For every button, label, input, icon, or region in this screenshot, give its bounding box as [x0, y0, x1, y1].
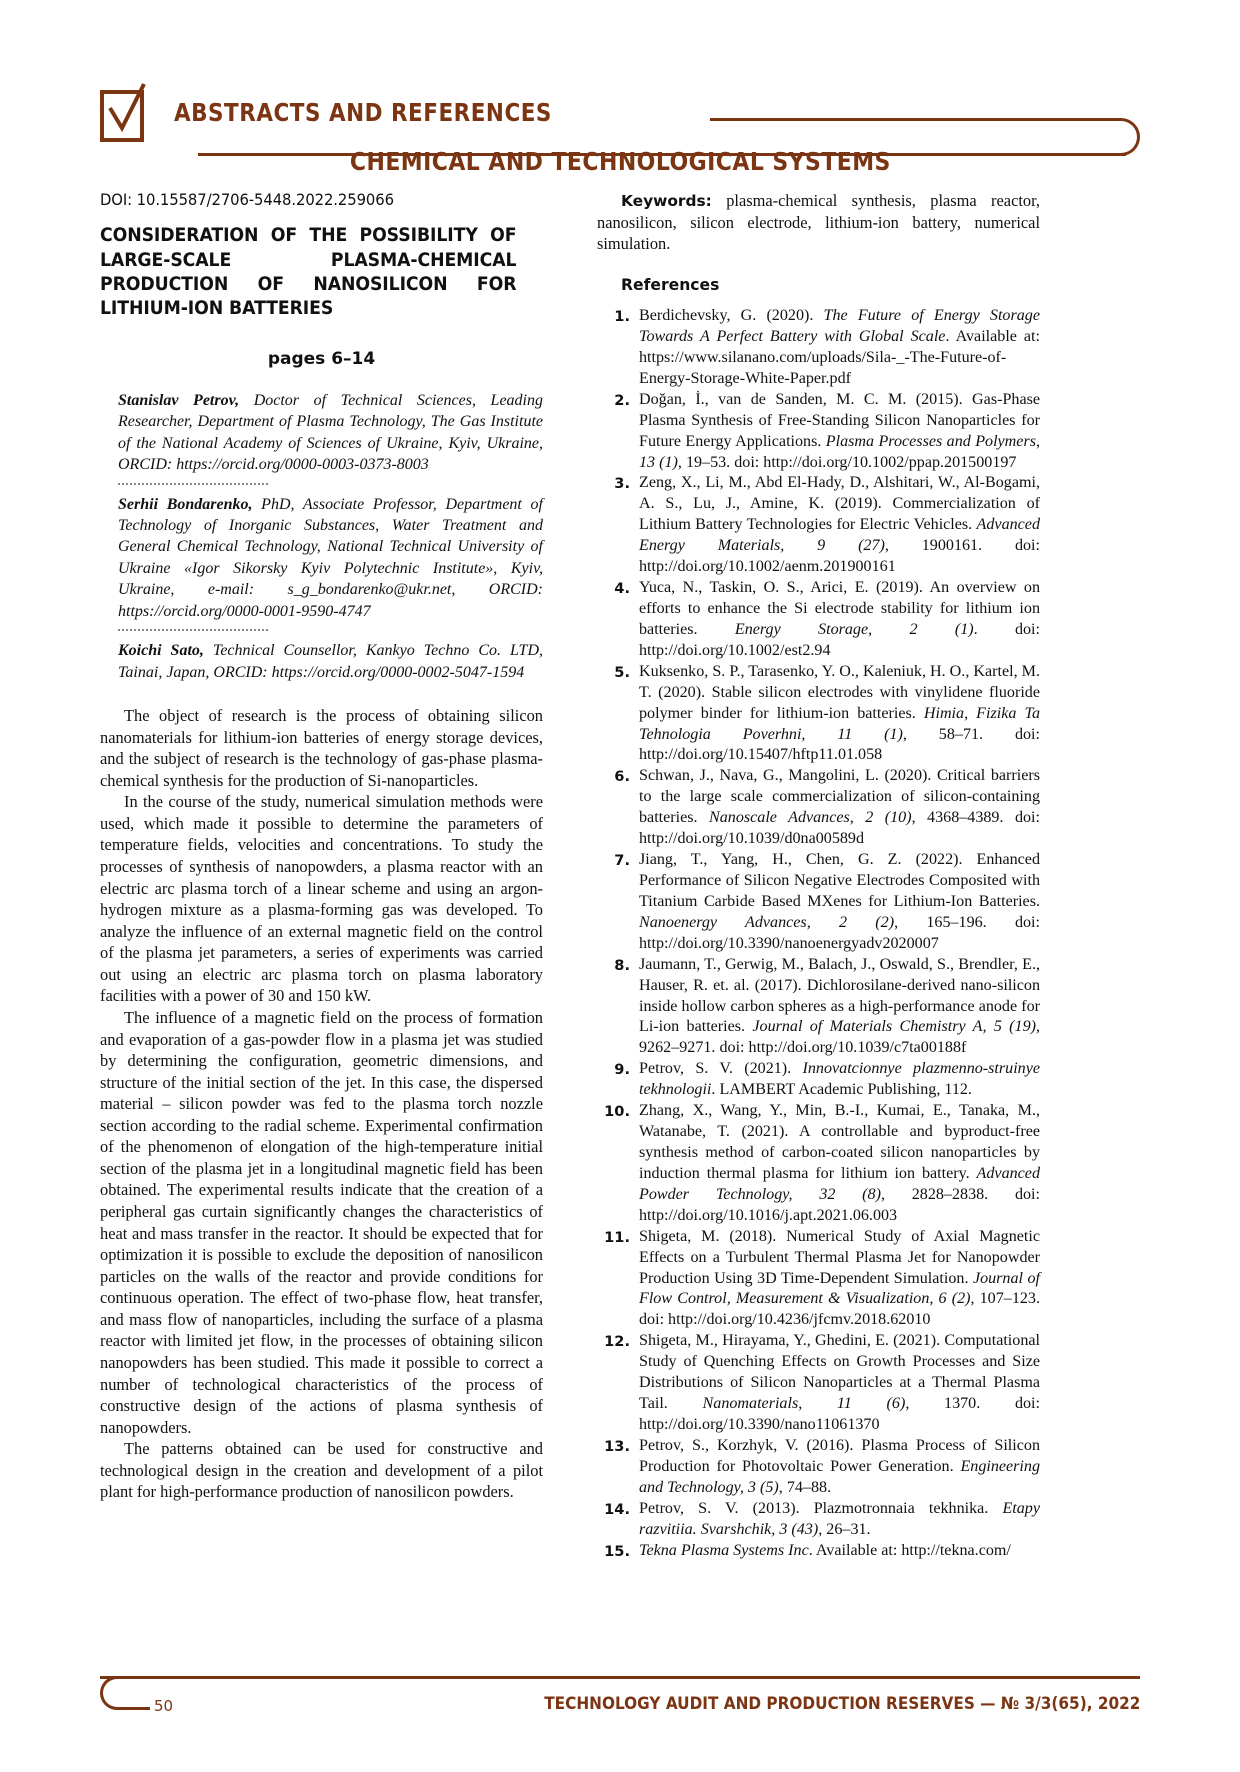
reference-authors-title: Petrov, S., Korzhyk, V. (2016). Plasma Process of Silicon Production for Photovoltaic Power Generation. — [639, 1436, 1040, 1475]
author-separator — [118, 629, 268, 631]
reference-item — [597, 1227, 1040, 1332]
reference-locator: . LAMBERT Academic Publishing, 112. — [711, 1081, 972, 1099]
keywords-block — [597, 190, 1040, 255]
masthead — [100, 88, 1140, 148]
author-affiliation: PhD, Associate Professor, Department of Technology of Inorganic Substances, Water Treatment and General Chemical Technology, National Technical University of Ukraine «Igor Sikorsky Kyiv Polytechnic Institute», Kyiv, Ukraine, e-mail: s_g_bondarenko@ukr.net, ORCID: https://orcid.org/0000-0001-9590-4747 — [118, 495, 544, 620]
reference-source: Journal of Flow Control, Measurement & Visualization, 6 (2) — [639, 1269, 1040, 1308]
reference-authors-title: Doğan, İ., van de Sanden, M. C. M. (2015). Gas-Phase Plasma Synthesis of Free-Standing Silicon Nanoparticles for Future Energy Applications. — [639, 390, 1040, 450]
reference-source: Engineering and Technology, 3 (5) — [639, 1457, 1040, 1496]
author-affiliation: Doctor of Technical Sciences, Leading Researcher, Department of Plasma Technology, The Gas Institute of the National Academy of Sciences of Ukraine, Kyiv, Ukraine, ORCID: https://orcid.org/0000-0003-0373-8003 — [118, 391, 543, 474]
keywords-text: plasma-chemical synthesis, plasma reactor, nanosilicon, silicon electrode, lithium-ion battery, numerical simulation. — [597, 191, 1040, 254]
footer-rule-tail — [118, 1707, 150, 1710]
reference-item — [597, 1101, 1040, 1227]
doi-line: DOI: 10.15587/2706-5448.2022.259066 — [100, 191, 394, 209]
right-column — [597, 190, 1040, 1561]
author-entry — [118, 390, 543, 476]
reference-source: Himia, Fizika Ta Tehnologia Poverhni, 11 (1) — [639, 704, 1040, 743]
left-column — [100, 190, 543, 1503]
references-heading: References — [621, 275, 720, 294]
reference-locator: . Available at: http://tekna.com/ — [808, 1541, 1011, 1559]
reference-source: Advanced Powder Technology, 32 (8) — [639, 1164, 1040, 1203]
reference-source: Energy Storage, 2 (1) — [734, 620, 974, 638]
reference-authors-title: Shigeta, M., Hirayama, Y., Ghedini, E. (2021). Computational Study of Quenching Effects on Growth Processes and Size Distributions of Silicon Nanoparticles at a Thermal Plasma Tail. — [639, 1332, 1040, 1413]
abstract-paragraph: The object of research is the process of obtaining silicon nanomaterials for lithium-ion batteries of energy storage devices, and the subject of research is the technology of gas-phase plasma-chemical synthesis for the production of Si-nanoparticles. — [100, 706, 543, 790]
reference-item — [597, 578, 1040, 662]
reference-locator: , 58–71. doi: http://doi.org/10.15407/hftp11.01.058 — [639, 725, 1040, 764]
reference-locator: , 74–88. — [778, 1478, 832, 1496]
reference-locator: , 19–53. doi: http://doi.org/10.1002/ppap.201500197 — [677, 453, 1017, 471]
reference-item — [597, 1059, 1040, 1101]
reference-source: Nanoenergy Advances, 2 (2) — [639, 913, 895, 931]
reference-source: Journal of Materials Chemistry A, 5 (19) — [752, 1018, 1036, 1036]
author-name: Stanislav Petrov, — [118, 391, 240, 409]
reference-source: Plasma Processes and Polymers, 13 (1) — [639, 432, 1040, 471]
reference-source: Nanoscale Advances, 2 (10) — [709, 809, 912, 827]
reference-locator: , 107–123. doi: http://doi.org/10.4236/jfcmv.2018.62010 — [639, 1290, 1040, 1329]
author-entry — [118, 640, 543, 683]
reference-locator: , 9262–9271. doi: http://doi.org/10.1039/c7ta00188f — [639, 1018, 1041, 1057]
reference-item — [597, 1331, 1040, 1436]
reference-item — [597, 662, 1040, 767]
reference-item — [597, 850, 1040, 955]
reference-authors-title: Jaumann, T., Gerwig, M., Balach, J., Oswald, S., Brendler, E., Hauser, R. et. al. (2017). Dichlorosilane-derived nano-silicon inside hollow carbon spheres as a high-performance anode for Li-ion batteries. — [639, 955, 1040, 1036]
author-affiliation: Technical Counsellor, Kankyo Techno Co. LTD, Tainai, Japan, ORCID: https://orcid.org/0000-0002-5047-1594 — [118, 642, 544, 681]
footer-journal-line — [478, 1694, 1140, 1714]
abstract-paragraph: The patterns obtained can be used for constructive and technological design in the creation and development of a pilot plant for high-performance production of nanosilicon powders. — [100, 1439, 543, 1502]
abstract-paragraph: In the course of the study, numerical simulation methods were used, which made it possible to determine the parameters of temperature fields, velocities and concentrations. To study the processes of synthesis of nanopowders, a plasma reactor with an electric arc plasma torch of a linear scheme and using an argon-hydrogen mixture as a plasma-forming gas was developed. To analyze the influence of an external magnetic field on the control of the plasma jet parameters, a series of experiments was carried out using an electric arc plasma torch on plasma laboratory facilities with a power of 30 and 150 kW. — [100, 792, 543, 1006]
reference-item — [597, 1436, 1040, 1499]
reference-locator: . Available at: https://www.silanano.com/uploads/Sila-_-The-Future-of-Energy-Storage-White-Paper.pdf — [639, 328, 1040, 387]
keywords-label: Keywords: — [621, 192, 712, 210]
page-range: pages 6–14 — [267, 348, 376, 369]
reference-authors-title: Yuca, N., Taskin, O. S., Arici, E. (2019). An overview on efforts to enhance the Si electrode stability for lithium ion batteries. — [639, 579, 1040, 638]
reference-locator: . doi: http://doi.org/10.1002/est2.94 — [639, 620, 1040, 659]
reference-locator: , 2828–2838. doi: http://doi.org/10.1016/j.apt.2021.06.003 — [639, 1185, 1040, 1224]
reference-item — [597, 955, 1040, 1060]
reference-locator: , 4368–4389. doi: http://doi.org/10.1039/d0na00589d — [639, 809, 1040, 848]
reference-authors-title: Berdichevsky, G. (2020). — [639, 307, 824, 325]
reference-item — [597, 306, 1040, 390]
author-name: Serhii Bondarenko, — [118, 495, 253, 513]
reference-source: Innovatcionnye plazmenno-struinye tekhnologii — [639, 1060, 1040, 1099]
reference-source: The Future of Energy Storage Towards A Perfect Battery with Global Scale — [639, 307, 1040, 346]
reference-authors-title: Jiang, T., Yang, H., Chen, G. Z. (2022). Enhanced Performance of Silicon Negative Electrodes Composited with Titanium Carbide Based MXenes for Lithium-Ion Batteries. — [639, 851, 1040, 910]
check-icon — [104, 82, 150, 138]
author-name: Koichi Sato, — [118, 642, 204, 660]
reference-source: Advanced Energy Materials, 9 (27) — [639, 516, 1040, 555]
reference-authors-title: Shigeta, M. (2018). Numerical Study of Axial Magnetic Effects on a Turbulent Thermal Plasma Jet for Nanopowder Production Using 3D Time-Dependent Simulation. — [639, 1227, 1040, 1287]
reference-source: Nanomaterials, 11 (6) — [702, 1395, 906, 1413]
reference-locator: , 1900161. doi: http://doi.org/10.1002/aenm.201900161 — [639, 537, 1040, 576]
section-title-text: CHEMICAL AND TECHNOLOGICAL SYSTEMS — [349, 147, 891, 176]
footer-journal-text: TECHNOLOGY AUDIT AND PRODUCTION RESERVES — № 3/3(65), 2022 — [543, 1694, 1140, 1714]
reference-item — [597, 390, 1040, 474]
reference-authors-title: Petrov, S. V. (2013). Plazmotronnaia tekhnika. — [639, 1499, 1003, 1517]
reference-item — [597, 473, 1040, 578]
abstract-paragraph: The influence of a magnetic field on the process of formation and evaporation of a gas-powder flow in a plasma jet was studied by determining the configuration, geometric dimensions, and structure of the initial section of the jet. In this case, the dispersed material – silicon powder was fed to the plasma torch nozzle section according to the radial scheme. Experimental confirmation of the phenomenon of elongation of the high-temperature initial section of the plasma jet in a longitudinal magnetic field has been obtained. The experimental results indicate that the creation of a peripheral gas curtain significantly changes the characteristics of heat and mass transfer in the reactor. It should be expected that for optimization it is possible to exclude the deposition of nanosilicon particles on the walls of the reactor and provide conditions for continuous operation. The effect of two-phase flow, heat transfer, and mass flow of nanoparticles, including the surface of a plasma reactor with limited jet flow, in the processes of obtaining silicon nanopowders has been studied. This made it possible to correct a number of technological characteristics of the process of constructive design of the actions of plasma synthesis of nanopowders. — [100, 1007, 543, 1437]
reference-authors-title: Petrov, S. V. (2021). — [639, 1060, 803, 1078]
reference-locator: , 1370. doi: http://doi.org/10.3390/nano11061370 — [639, 1395, 1040, 1433]
reference-source: Etapy razvitiia. Svarshchik, 3 (43) — [639, 1499, 1040, 1538]
reference-authors-title: Zeng, X., Li, M., Abd El-Hady, D., Alshitari, W., Al-Bogami, A. S., Lu, J., Amine, K. (2019). Commercialization of Lithium Battery Technologies for Electric Vehicles. — [639, 474, 1040, 534]
reference-source: Tekna Plasma Systems Inc — [639, 1541, 809, 1559]
reference-item — [597, 1541, 1040, 1562]
footer-rule — [100, 1676, 1140, 1679]
footer-rule-cap — [100, 1676, 122, 1710]
author-entry — [118, 494, 543, 623]
reference-locator: , 165–196. doi: http://doi.org/10.3390/nanoenergyadv2020007 — [639, 913, 1040, 952]
masthead-title: ABSTRACTS AND REFERENCES — [174, 98, 552, 127]
reference-authors-title: Kuksenko, S. P., Tarasenko, Y. O., Kaleniuk, H. O., Kartel, M. T. (2020). Stable silicon electrodes with vinylidene fluoride polymer binder for lithium-ion batteries. — [639, 662, 1040, 722]
reference-list — [597, 306, 1040, 1561]
page-number: 50 — [154, 1697, 174, 1715]
reference-authors-title: Schwan, J., Nava, G., Mangolini, L. (2020). Critical barriers to the large scale commercialization of silicon-containing batteries. — [639, 767, 1040, 827]
author-separator — [118, 483, 268, 485]
section-title — [0, 147, 1240, 176]
reference-locator: , 26–31. — [818, 1520, 871, 1538]
article-title: CONSIDERATION OF THE POSSIBILITY OF LARGE-SCALE PLASMA-CHEMICAL PRODUCTION OF NANOSILICON FOR LITHIUM-ION BATTERIES — [100, 225, 517, 320]
reference-item — [597, 1499, 1040, 1541]
reference-authors-title: Zhang, X., Wang, Y., Min, B.-I., Kumai, E., Tanaka, M., Watanabe, T. (2021). A controllable and byproduct-free synthesis method of carbon-coated silicon nanoparticles by induction thermal plasma for lithium ion battery. — [639, 1102, 1040, 1182]
reference-item — [597, 766, 1040, 850]
